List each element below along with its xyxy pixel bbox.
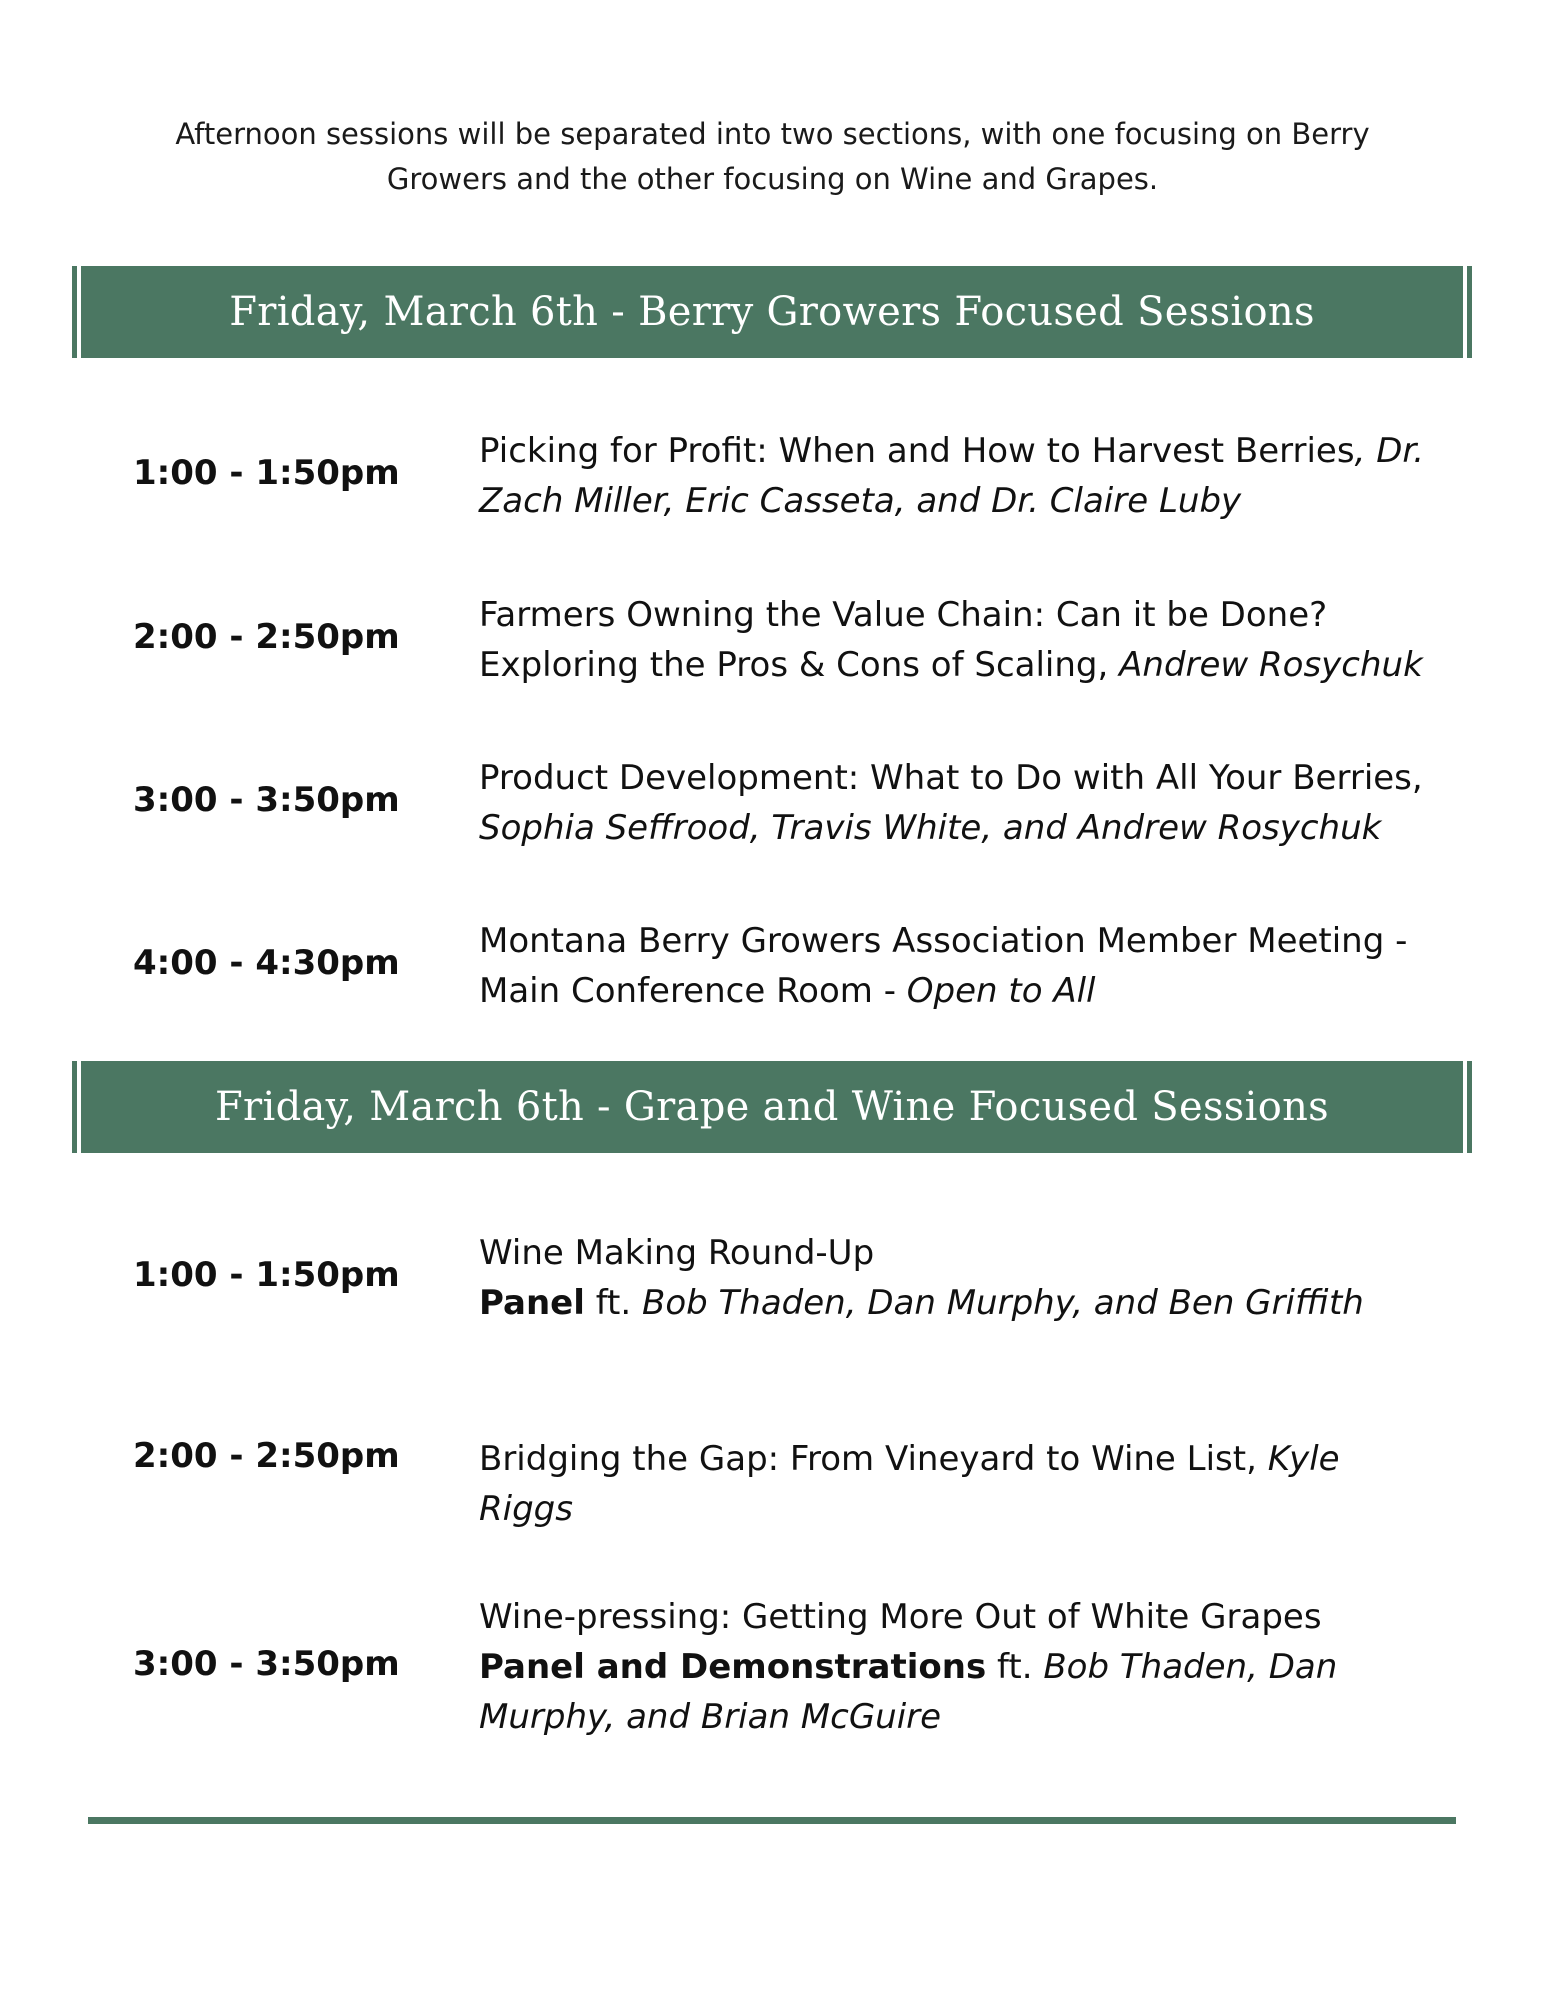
session-title: Farmers Owning the Value Chain: Can it be Done? Exploring the Pros & Cons of Scaling, bbox=[479, 595, 1328, 685]
session-time: 3:00 - 3:50pm bbox=[133, 780, 400, 820]
session-title: Bridging the Gap: From Vineyard to Wine List, bbox=[479, 1439, 1257, 1479]
session-time: 4:00 - 4:30pm bbox=[133, 943, 400, 983]
session-speakers: Sophia Seffrood, Travis White, and Andrew Rosychuk bbox=[479, 808, 1382, 848]
session-description bbox=[479, 590, 1439, 690]
session-speakers: Open to All bbox=[906, 971, 1096, 1011]
session-time: 1:00 - 1:50pm bbox=[133, 1255, 400, 1295]
session-time: 2:00 - 2:50pm bbox=[133, 617, 400, 657]
session-title: Wine Making Round-Up bbox=[479, 1233, 875, 1273]
session-title: Product Development: What to Do with All Your Berries, bbox=[479, 758, 1423, 798]
session-description bbox=[479, 426, 1439, 526]
section-banner-berry bbox=[72, 266, 1472, 358]
session-description bbox=[479, 1592, 1439, 1742]
session-speakers: Kyle Riggs bbox=[479, 1439, 1340, 1529]
session-speakers: Andrew Rosychuk bbox=[1119, 645, 1423, 685]
session-speakers: , Dr. Zach Miller, Eric Casseta, and Dr. Claire Luby bbox=[479, 431, 1425, 521]
session-format: Panel and Demonstrations bbox=[479, 1647, 987, 1687]
session-time: 1:00 - 1:50pm bbox=[133, 453, 400, 493]
section-title: Friday, March 6th - Grape and Wine Focused Sessions bbox=[215, 1084, 1329, 1130]
session-speakers: Bob Thaden, Dan Murphy, and Brian McGuire bbox=[479, 1647, 1338, 1737]
section-banner-grape-wine bbox=[72, 1061, 1472, 1153]
session-time: 2:00 - 2:50pm bbox=[133, 1436, 400, 1476]
session-time: 3:00 - 3:50pm bbox=[133, 1644, 400, 1684]
session-title: Picking for Profit: When and How to Harvest Berries bbox=[479, 431, 1355, 471]
session-format: Panel bbox=[479, 1283, 585, 1323]
session-description bbox=[479, 1434, 1439, 1534]
intro-text: Afternoon sessions will be separated into two sections, with one focusing on Berry Growers and the other focusing on Wine and Grapes. bbox=[175, 117, 1370, 196]
session-description bbox=[479, 1228, 1439, 1328]
session-description bbox=[479, 916, 1439, 1016]
session-ft: ft. bbox=[595, 1283, 632, 1323]
session-ft: ft. bbox=[997, 1647, 1033, 1687]
section-title: Friday, March 6th - Berry Growers Focused Sessions bbox=[229, 289, 1315, 335]
session-title: Montana Berry Growers Association Member Meeting - Main Conference Room - bbox=[479, 921, 1408, 1011]
footer-divider bbox=[88, 1817, 1456, 1824]
session-title: Wine-pressing: Getting More Out of White Grapes bbox=[479, 1597, 1322, 1637]
session-description bbox=[479, 753, 1439, 853]
session-speakers: Bob Thaden, Dan Murphy, and Ben Griffith bbox=[642, 1283, 1364, 1323]
